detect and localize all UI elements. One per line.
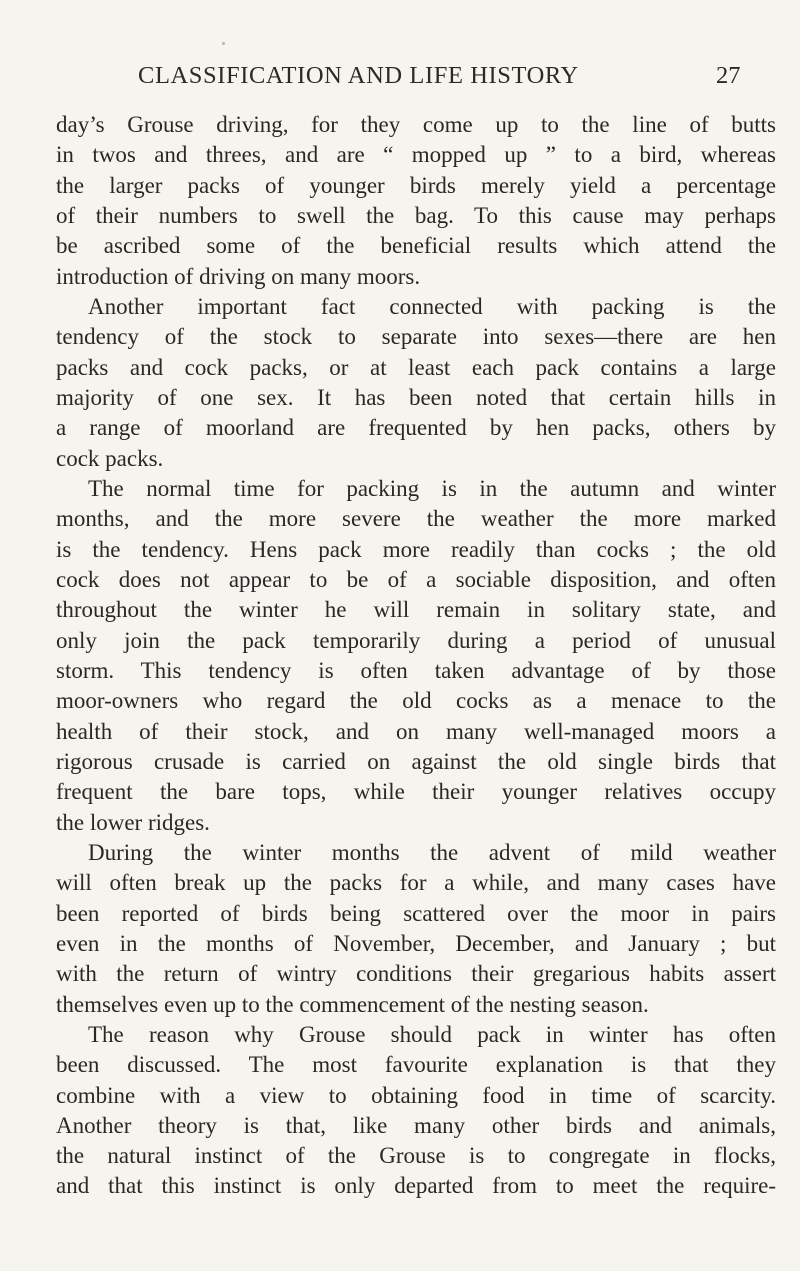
text-line: The normal time for packing is in the autumn and winter: [88, 475, 776, 501]
text-line: is the tendency. Hens pack more readily than cocks ; the old: [56, 536, 776, 562]
paragraph: [56, 838, 776, 1020]
text-line: months, and the more severe the weather the more marked: [56, 506, 776, 532]
text-line: been reported of birds being scattered over the moor in pairs: [56, 900, 776, 926]
paragraph: [56, 110, 776, 292]
text-line: majority of one sex. It has been noted that certain hills in: [56, 384, 776, 410]
text-line: be ascribed some of the beneficial results which attend the: [56, 233, 776, 259]
text-line: the natural instinct of the Grouse is to congregate in flocks,: [56, 1143, 776, 1169]
text-line: of their numbers to swell the bag. To this cause may perhaps: [56, 202, 776, 228]
text-line: combine with a view to obtaining food in time of scarcity.: [56, 1082, 776, 1108]
text-line: the larger packs of younger birds merely yield a percentage: [56, 172, 776, 198]
text-line: cock does not appear to be of a sociable disposition, and often: [56, 566, 776, 592]
running-title: CLASSIFICATION AND LIFE HISTORY: [138, 62, 579, 89]
text-line: will often break up the packs for a while, and many cases have: [56, 870, 776, 896]
text-line: health of their stock, and on many well-managed moors a: [56, 718, 776, 744]
paragraph: [56, 1020, 776, 1202]
text-line: frequent the bare tops, while their younger relatives occupy: [56, 779, 776, 805]
text-line: Another theory is that, like many other birds and animals,: [56, 1112, 776, 1138]
text-line: introduction of driving on many moors.: [56, 263, 421, 289]
text-line: day’s Grouse driving, for they come up to the line of butts: [56, 112, 776, 137]
body-text: [56, 110, 776, 1202]
text-line: in twos and threes, and are “ mopped up ” to a bird, whereas: [56, 142, 776, 168]
paragraph: [56, 292, 776, 474]
text-line: The reason why Grouse should pack in winter has often: [88, 1021, 776, 1047]
text-line: with the return of wintry conditions their gregarious habits assert: [56, 961, 776, 987]
text-line: only join the pack temporarily during a period of unusual: [56, 627, 776, 653]
text-line: Another important fact connected with packing is the: [88, 293, 776, 319]
text-line: moor-owners who regard the old cocks as a menace to the: [56, 688, 776, 714]
text-line: storm. This tendency is often taken advantage of by those: [56, 657, 776, 683]
text-line: the lower ridges.: [56, 809, 210, 835]
text-line: been discussed. The most favourite explanation is that they: [56, 1052, 776, 1078]
text-line: a range of moorland are frequented by hen packs, others by: [56, 415, 776, 441]
text-line: and that this instinct is only departed from to meet the require-: [56, 1173, 776, 1199]
page-number: 27: [716, 62, 741, 89]
paragraph: [56, 474, 776, 838]
text-line: packs and cock packs, or at least each pack contains a large: [56, 354, 776, 380]
text-line: even in the months of November, December, and January ; but: [56, 930, 776, 956]
text-line: rigorous crusade is carried on against the old single birds that: [56, 748, 776, 774]
text-line: tendency of the stock to separate into sexes—there are hen: [56, 324, 776, 350]
running-head: [0, 62, 800, 96]
text-line: During the winter months the advent of mild weather: [88, 839, 776, 865]
paper-speck: [222, 42, 225, 45]
text-line: throughout the winter he will remain in solitary state, and: [56, 597, 776, 623]
text-line: themselves even up to the commencement of the nesting season.: [56, 991, 649, 1017]
text-line: cock packs.: [56, 445, 164, 471]
